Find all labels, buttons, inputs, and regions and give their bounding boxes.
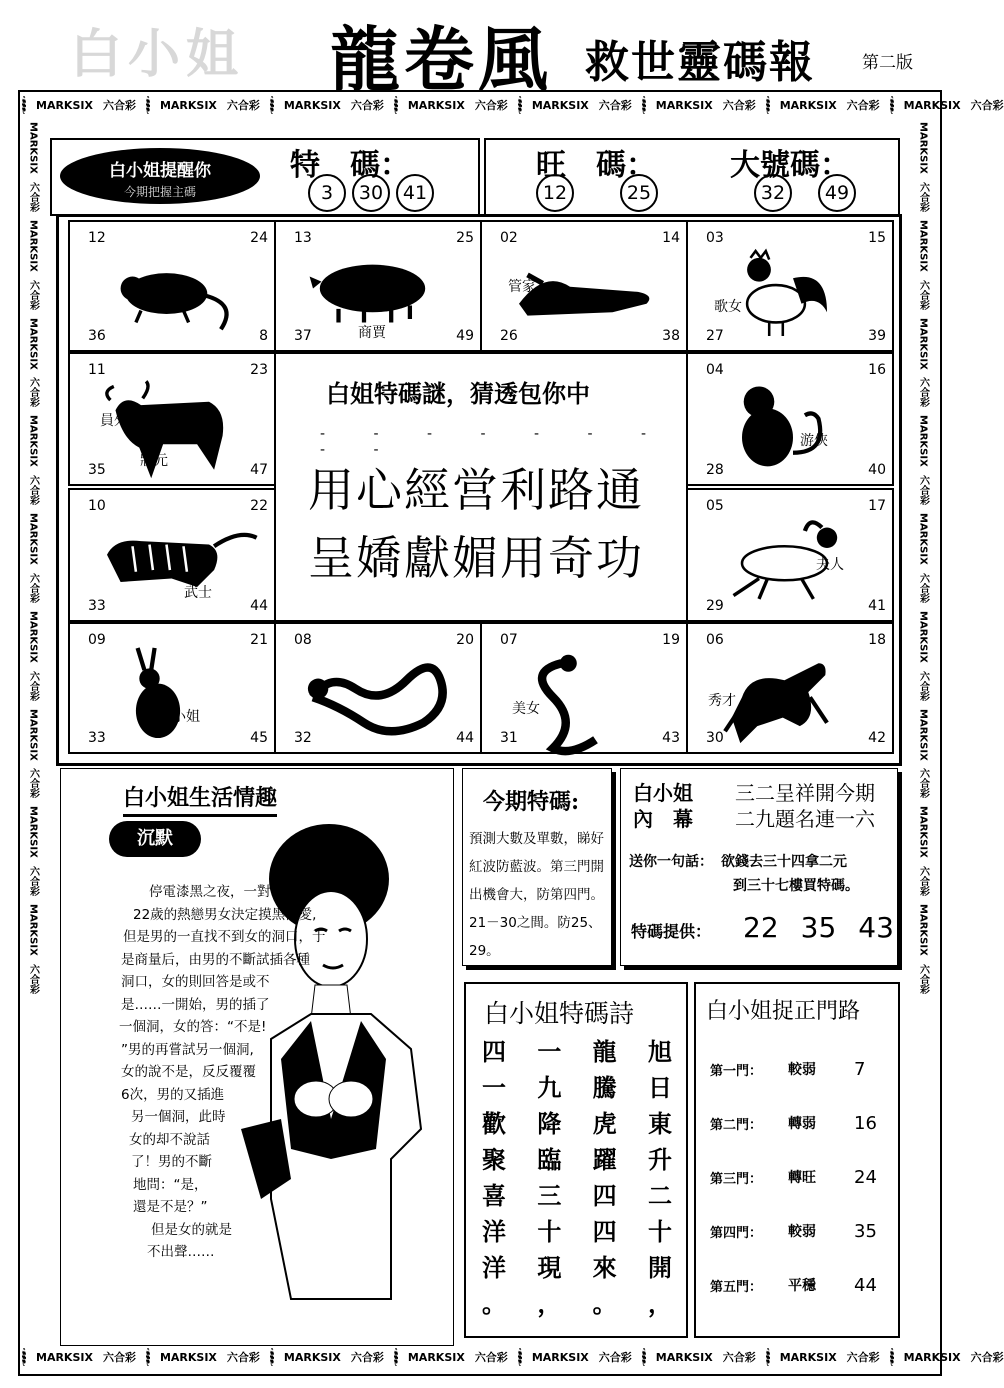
riddle-line-2: 呈嬌獻媚用奇功 — [308, 531, 644, 585]
strip-text: 六合彩 — [27, 572, 39, 603]
poem-char: 龍 — [592, 1037, 617, 1066]
cell-number-bottom-right: 45 — [250, 730, 268, 746]
zodiac-cell-snake — [480, 622, 688, 754]
strip-text: 六合彩 — [102, 99, 136, 112]
riddle-heading: 白姐特碼謎，猜透包你中 — [326, 379, 590, 408]
door-state: 平穩 — [788, 1278, 816, 1294]
poem-char: 洋 — [482, 1253, 506, 1282]
cell-role-label: 小姐 — [172, 709, 200, 725]
cell-role-label: 員外 — [100, 413, 128, 429]
strip-text: MARKSIX — [903, 1350, 961, 1364]
life-story-line: ”男的再嘗試另一個洞, — [121, 1041, 254, 1058]
big-label: 大號碼： — [730, 148, 850, 183]
strip-text: 六合彩 — [917, 377, 929, 408]
door-label: 第三門： — [710, 1171, 763, 1187]
cell-role-label: 夫人 — [816, 557, 844, 573]
poem-char: 一 — [537, 1037, 562, 1066]
strip-text: MARKSIX — [27, 122, 39, 174]
strip-text: MARKSIX — [283, 1350, 341, 1364]
strip-text: MARKSIX — [27, 806, 39, 859]
poem-char: 。 — [592, 1289, 617, 1318]
strip-text: MARKSIX — [917, 708, 929, 761]
special-text: 預測大數及單數，睇好紅波防藍波。第三門開出機會大，防第四門。21－30之間。防25、29。 — [469, 831, 604, 959]
reminder-badge — [60, 148, 260, 204]
cell-number-top-left: 12 — [88, 230, 106, 246]
strip-text: 六合彩 — [970, 99, 1004, 112]
tip-number: 35 — [800, 911, 837, 944]
life-tag — [109, 821, 201, 857]
flower-ornament — [22, 96, 26, 114]
cell-number-top-left: 02 — [500, 230, 518, 246]
cell-number-bottom-left: 29 — [706, 598, 724, 614]
cell-number-bottom-left: 36 — [88, 328, 106, 344]
rat-icon — [90, 236, 260, 350]
cell-number-bottom-left: 28 — [706, 462, 724, 478]
poem-char: 來 — [592, 1253, 617, 1282]
cell-number-bottom-left: 30 — [706, 730, 724, 746]
strip-text: 六合彩 — [102, 1351, 136, 1364]
flower-ornament — [270, 96, 274, 114]
zodiac-cell-horse — [686, 622, 894, 754]
inside-label-2: 內 幕 — [633, 807, 693, 831]
strip-text: MARKSIX — [917, 513, 929, 565]
top-left-box — [50, 138, 480, 216]
cell-number-bottom-right: 49 — [456, 328, 474, 344]
poem-char: 四 — [592, 1217, 617, 1246]
poem-char: 日 — [647, 1073, 672, 1102]
number-ball: 41 — [396, 174, 434, 212]
strip-text: 六合彩 — [474, 1351, 508, 1364]
strip-text: MARKSIX — [36, 1350, 93, 1364]
cell-number-top-left: 10 — [88, 498, 106, 514]
cell-number-top-left: 08 — [294, 632, 312, 648]
cell-number-bottom-right: 42 — [868, 730, 886, 746]
strip-text: MARKSIX — [27, 708, 39, 761]
gift-label: 送你一句話： — [629, 854, 713, 870]
life-story — [61, 881, 453, 1264]
life-story-line: 但是女的就是 — [151, 1221, 232, 1238]
doors-box — [694, 982, 900, 1338]
number-ball: 32 — [754, 174, 792, 212]
cell-number-top-left: 06 — [706, 632, 724, 648]
cell-number-bottom-left: 37 — [294, 328, 312, 344]
poem-char: ， — [647, 1289, 672, 1318]
strip-text: 六合彩 — [598, 1351, 632, 1364]
goat-icon — [708, 504, 878, 618]
zodiac-cell-dog — [480, 220, 688, 352]
strip-text: 六合彩 — [917, 670, 929, 701]
zodiac-cell-pig — [274, 220, 482, 352]
flower-ornament — [394, 96, 398, 114]
strip-text: 六合彩 — [350, 99, 384, 112]
life-story-line: 22歲的熱戀男女決定摸黑做愛, — [133, 906, 317, 923]
strip-text: 六合彩 — [27, 670, 39, 701]
strip-text: MARKSIX — [917, 806, 929, 859]
cell-number-bottom-left: 33 — [88, 730, 106, 746]
big-number-list — [754, 174, 862, 212]
cell-role-label: 管家 — [508, 279, 536, 295]
flower-ornament — [22, 1348, 26, 1366]
riddle-dots: - - - - - - - - - — [320, 426, 669, 458]
poem-char: 二 — [647, 1181, 672, 1210]
cell-number-bottom-left: 35 — [88, 462, 106, 478]
flower-ornament — [270, 1348, 274, 1366]
cell-number-top-right: 19 — [662, 632, 680, 648]
strip-text: 六合彩 — [27, 377, 39, 408]
door-number: 44 — [854, 1274, 877, 1296]
cell-number-top-right: 25 — [456, 230, 474, 246]
page-title: 龍卷風 — [330, 18, 552, 101]
cell-number-bottom-left: 27 — [706, 328, 724, 344]
flower-ornament — [518, 96, 522, 114]
strip-text: 六合彩 — [917, 866, 929, 897]
poem-char: 開 — [647, 1253, 672, 1282]
strip-text: 六合彩 — [917, 475, 929, 506]
inside-line-2: 二九題名連一六 — [735, 807, 875, 831]
flower-ornament — [890, 96, 894, 114]
cell-number-top-right: 15 — [868, 230, 886, 246]
number-ball: 25 — [620, 174, 658, 212]
poem-char: 升 — [647, 1145, 672, 1174]
snake-icon — [502, 638, 672, 752]
flower-ornament — [642, 1348, 646, 1366]
strip-text: 六合彩 — [27, 768, 39, 799]
poem-char: 四 — [482, 1037, 506, 1066]
cell-role-label: 武士 — [184, 585, 212, 601]
strip-text: MARKSIX — [917, 904, 929, 957]
cell-number-top-right: 14 — [662, 230, 680, 246]
cell-number-bottom-left: 26 — [500, 328, 518, 344]
strip-text: 六合彩 — [474, 99, 508, 112]
flower-ornament — [766, 1348, 770, 1366]
edition-label: 第二版 — [862, 53, 913, 73]
tip-label: 特碼提供： — [631, 922, 712, 941]
life-story-line: 另一個洞，此時 — [131, 1109, 226, 1125]
zodiac-cell-goat — [686, 488, 894, 622]
poem-column — [593, 1034, 617, 1322]
life-story-line: 還是不是？” — [133, 1199, 208, 1215]
poem-column — [537, 1034, 561, 1322]
cell-number-top-left: 11 — [88, 362, 106, 378]
cell-number-top-right: 24 — [250, 230, 268, 246]
riddle-box — [274, 352, 688, 622]
special-heading: 今期特碼: — [483, 789, 580, 815]
cell-number-bottom-right: 44 — [456, 730, 474, 746]
poem-char: 喜 — [482, 1181, 506, 1210]
cell-number-top-left: 13 — [294, 230, 312, 246]
life-section — [60, 768, 454, 1346]
cell-number-bottom-right: 47 — [250, 462, 268, 478]
strip-text: MARKSIX — [917, 610, 929, 663]
poem-column — [648, 1034, 672, 1322]
strip-text: MARKSIX — [407, 1350, 465, 1364]
door-row — [710, 1258, 890, 1312]
door-label: 第二門： — [710, 1117, 763, 1133]
strip-text: MARKSIX — [27, 317, 39, 370]
marksix-strip-bottom — [22, 1346, 1004, 1368]
door-row — [710, 1204, 890, 1258]
strip-text: 六合彩 — [598, 99, 632, 112]
strip-text: MARKSIX — [779, 98, 837, 112]
cell-number-top-left: 07 — [500, 632, 518, 648]
strip-text: MARKSIX — [159, 98, 217, 112]
life-story-line: 不出聲…… — [147, 1244, 215, 1260]
strip-text: 六合彩 — [27, 181, 39, 212]
reminder-sub: 今期把握主碼 — [123, 185, 196, 199]
tip-number-list — [743, 911, 894, 944]
strip-text: MARKSIX — [903, 98, 961, 112]
flower-ornament — [146, 96, 150, 114]
door-number: 16 — [854, 1112, 877, 1134]
strip-text: MARKSIX — [27, 415, 39, 468]
flower-ornament — [394, 1348, 398, 1366]
strip-text: MARKSIX — [917, 219, 929, 272]
life-heading: 白小姐生活情趣 — [123, 781, 277, 817]
cell-number-top-right: 18 — [868, 632, 886, 648]
zodiac-cell-rat — [68, 220, 276, 352]
poem-heading: 白小姐特碼詩 — [484, 999, 635, 1028]
poem-char: 現 — [537, 1253, 562, 1282]
door-row — [710, 1042, 890, 1096]
cell-number-top-right: 20 — [456, 632, 474, 648]
cell-role-label: 秀才 — [708, 693, 736, 709]
strip-text: MARKSIX — [407, 98, 465, 112]
marksix-strip-top — [22, 94, 1004, 116]
poem-char: 躍 — [592, 1145, 617, 1174]
cell-number-top-left: 04 — [706, 362, 724, 378]
poem-char: 旭 — [647, 1037, 672, 1066]
strip-text: 六合彩 — [846, 1351, 880, 1364]
monkey-icon — [708, 368, 878, 482]
gift-line-2: 到三十七樓買特碼。 — [733, 878, 859, 894]
poem-char: 虎 — [592, 1109, 617, 1138]
strip-text: MARKSIX — [159, 1350, 217, 1364]
door-label: 第一門： — [710, 1063, 763, 1079]
zodiac-cell-tiger — [68, 488, 276, 622]
strip-text: MARKSIX — [779, 1350, 837, 1364]
strip-text: MARKSIX — [655, 1350, 713, 1364]
cell-number-top-right: 23 — [250, 362, 268, 378]
life-story-line: 地問：“是， — [133, 1176, 208, 1193]
zodiac-cell-rabbit — [68, 622, 276, 754]
strip-text: 六合彩 — [226, 99, 260, 112]
strip-text: MARKSIX — [27, 513, 39, 565]
strip-text: MARKSIX — [531, 98, 589, 112]
cell-number-bottom-right: 41 — [868, 598, 886, 614]
life-story-line: 洞口，女的則回答是或不 — [121, 974, 270, 990]
life-story-line: 女的却不說話 — [129, 1131, 210, 1148]
cell-number-bottom-left: 32 — [294, 730, 312, 746]
inside-line-1: 三二呈祥開今期 — [735, 781, 875, 805]
gift-line-1: 欲錢去三十四拿二元 — [721, 854, 847, 870]
dragon-icon — [296, 638, 466, 752]
life-story-line: 一個洞，女的答：“不是! — [119, 1019, 267, 1035]
door-number: 24 — [854, 1166, 877, 1188]
door-label: 第五門： — [710, 1279, 763, 1295]
number-ball: 30 — [352, 174, 390, 212]
zodiac-cell-dragon — [274, 622, 482, 754]
doors-heading: 白小姐捉正門路 — [706, 999, 861, 1024]
number-ball: 49 — [818, 174, 856, 212]
tip-number: 22 — [743, 911, 779, 944]
reminder-title: 白小姐提醒你 — [109, 161, 211, 181]
inside-label-1: 白小姐 — [633, 781, 693, 805]
poem-char: 歡 — [482, 1109, 506, 1138]
poem-char: 九 — [537, 1073, 562, 1102]
poem-char: 三 — [537, 1181, 562, 1210]
cell-number-top-left: 05 — [706, 498, 724, 514]
cell-role-label-2: 狀元 — [140, 453, 168, 469]
door-state: 轉旺 — [788, 1170, 816, 1186]
strip-text: 六合彩 — [350, 1351, 384, 1364]
cell-number-top-right: 22 — [250, 498, 268, 514]
strip-text: MARKSIX — [917, 415, 929, 468]
strip-text: 六合彩 — [970, 1351, 1004, 1364]
poem-char: 騰 — [592, 1073, 617, 1102]
inside-box — [620, 768, 898, 966]
life-story-line: 是……一開始，男的插了 — [121, 996, 270, 1013]
life-story-line: 停電漆黑之夜，一對都是 — [149, 884, 298, 900]
strip-text: 六合彩 — [27, 964, 39, 995]
cell-number-top-right: 17 — [868, 498, 886, 514]
cell-role-label: 商賈 — [358, 325, 386, 341]
strip-text: MARKSIX — [917, 317, 929, 370]
cell-number-bottom-left: 33 — [88, 598, 106, 614]
life-story-line: 女的說不是，反反覆覆 — [121, 1064, 256, 1080]
zodiac-cell-monkey — [686, 352, 894, 486]
strip-text: MARKSIX — [531, 1350, 589, 1364]
cell-number-top-left: 09 — [88, 632, 106, 648]
cell-number-bottom-right: 8 — [259, 328, 268, 344]
life-tag-text: 沉默 — [137, 828, 173, 849]
door-state: 較弱 — [788, 1062, 816, 1078]
wang-label: 旺 碼： — [536, 148, 656, 183]
door-row — [710, 1150, 890, 1204]
poem-char: 洋 — [482, 1217, 506, 1246]
riddle-line-1: 用心經営利路通 — [308, 463, 644, 517]
cell-number-bottom-right: 44 — [250, 598, 268, 614]
poem-char: 四 — [592, 1181, 617, 1210]
strip-text: 六合彩 — [27, 475, 39, 506]
wang-number-list — [536, 174, 664, 212]
strip-text: MARKSIX — [27, 219, 39, 272]
strip-text: MARKSIX — [283, 98, 341, 112]
flower-ornament — [146, 1348, 150, 1366]
door-row — [710, 1096, 890, 1150]
tiger-icon — [90, 504, 260, 618]
poem-char: 臨 — [537, 1145, 562, 1174]
flower-ornament — [890, 1348, 894, 1366]
strip-text: MARKSIX — [36, 98, 93, 112]
cell-number-bottom-right: 38 — [662, 328, 680, 344]
strip-text: 六合彩 — [722, 99, 756, 112]
strip-text: 六合彩 — [917, 964, 929, 995]
strip-text: 六合彩 — [226, 1351, 260, 1364]
cell-number-bottom-left: 31 — [500, 730, 518, 746]
life-story-line: 了！男的不斷 — [131, 1154, 212, 1170]
strip-text: 六合彩 — [27, 866, 39, 897]
te-number-list — [308, 174, 440, 212]
doors-list — [710, 1042, 890, 1312]
strip-text: 六合彩 — [27, 279, 39, 310]
strip-text: 六合彩 — [917, 279, 929, 310]
cell-number-top-right: 21 — [250, 632, 268, 648]
life-story-line: 但是男的一直找不到女的洞口，于 — [123, 929, 326, 945]
poem-char: 一 — [482, 1073, 506, 1102]
strip-text: 六合彩 — [722, 1351, 756, 1364]
poem-char: 聚 — [482, 1145, 506, 1174]
number-ball: 3 — [308, 174, 346, 212]
strip-text: 六合彩 — [917, 572, 929, 603]
rooster-icon — [708, 236, 878, 350]
marksix-strip-right — [912, 118, 934, 1344]
strip-text: MARKSIX — [27, 904, 39, 957]
strip-text: MARKSIX — [917, 122, 929, 174]
cell-number-bottom-right: 43 — [662, 730, 680, 746]
door-number: 35 — [854, 1220, 877, 1242]
door-number: 7 — [854, 1058, 866, 1080]
rabbit-icon — [90, 638, 260, 752]
cell-role-label: 游俠 — [800, 433, 828, 449]
te-label: 特 碼： — [290, 148, 410, 183]
flower-ornament — [518, 1348, 522, 1366]
poem-char: 降 — [537, 1109, 562, 1138]
strip-text: 六合彩 — [917, 181, 929, 212]
watermark-text: 白小姐 — [70, 24, 245, 85]
strip-text: MARKSIX — [655, 98, 713, 112]
cell-number-bottom-right: 39 — [868, 328, 886, 344]
strip-text: 六合彩 — [917, 768, 929, 799]
life-story-line: 6次，男的又插進 — [121, 1086, 225, 1103]
flower-ornament — [766, 96, 770, 114]
page-subtitle: 救世靈碼報 — [585, 37, 815, 88]
door-state: 轉弱 — [788, 1116, 816, 1132]
life-story-line: 是商量后，由男的不斷試插各種 — [121, 951, 310, 968]
poem-char: 十 — [537, 1217, 562, 1246]
number-ball: 12 — [536, 174, 574, 212]
poem-char: 十 — [647, 1217, 672, 1246]
strip-text: 六合彩 — [846, 99, 880, 112]
strip-text: MARKSIX — [27, 610, 39, 663]
zodiac-cell-ox — [68, 352, 276, 486]
door-label: 第四門： — [710, 1225, 763, 1241]
cell-role-label: 歌女 — [714, 299, 742, 315]
zodiac-cell-rooster — [686, 220, 894, 352]
cell-number-bottom-right: 40 — [868, 462, 886, 478]
cell-role-label: 美女 — [512, 701, 540, 717]
flower-ornament — [642, 96, 646, 114]
tip-number: 43 — [858, 911, 894, 944]
door-state: 較弱 — [788, 1224, 816, 1240]
top-right-box — [484, 138, 900, 216]
poem-char: 。 — [482, 1289, 506, 1318]
cell-number-top-left: 03 — [706, 230, 724, 246]
marksix-strip-left — [22, 118, 44, 1344]
poem-char: 東 — [647, 1109, 672, 1138]
cell-number-top-right: 16 — [868, 362, 886, 378]
poem-char: ， — [537, 1289, 562, 1318]
